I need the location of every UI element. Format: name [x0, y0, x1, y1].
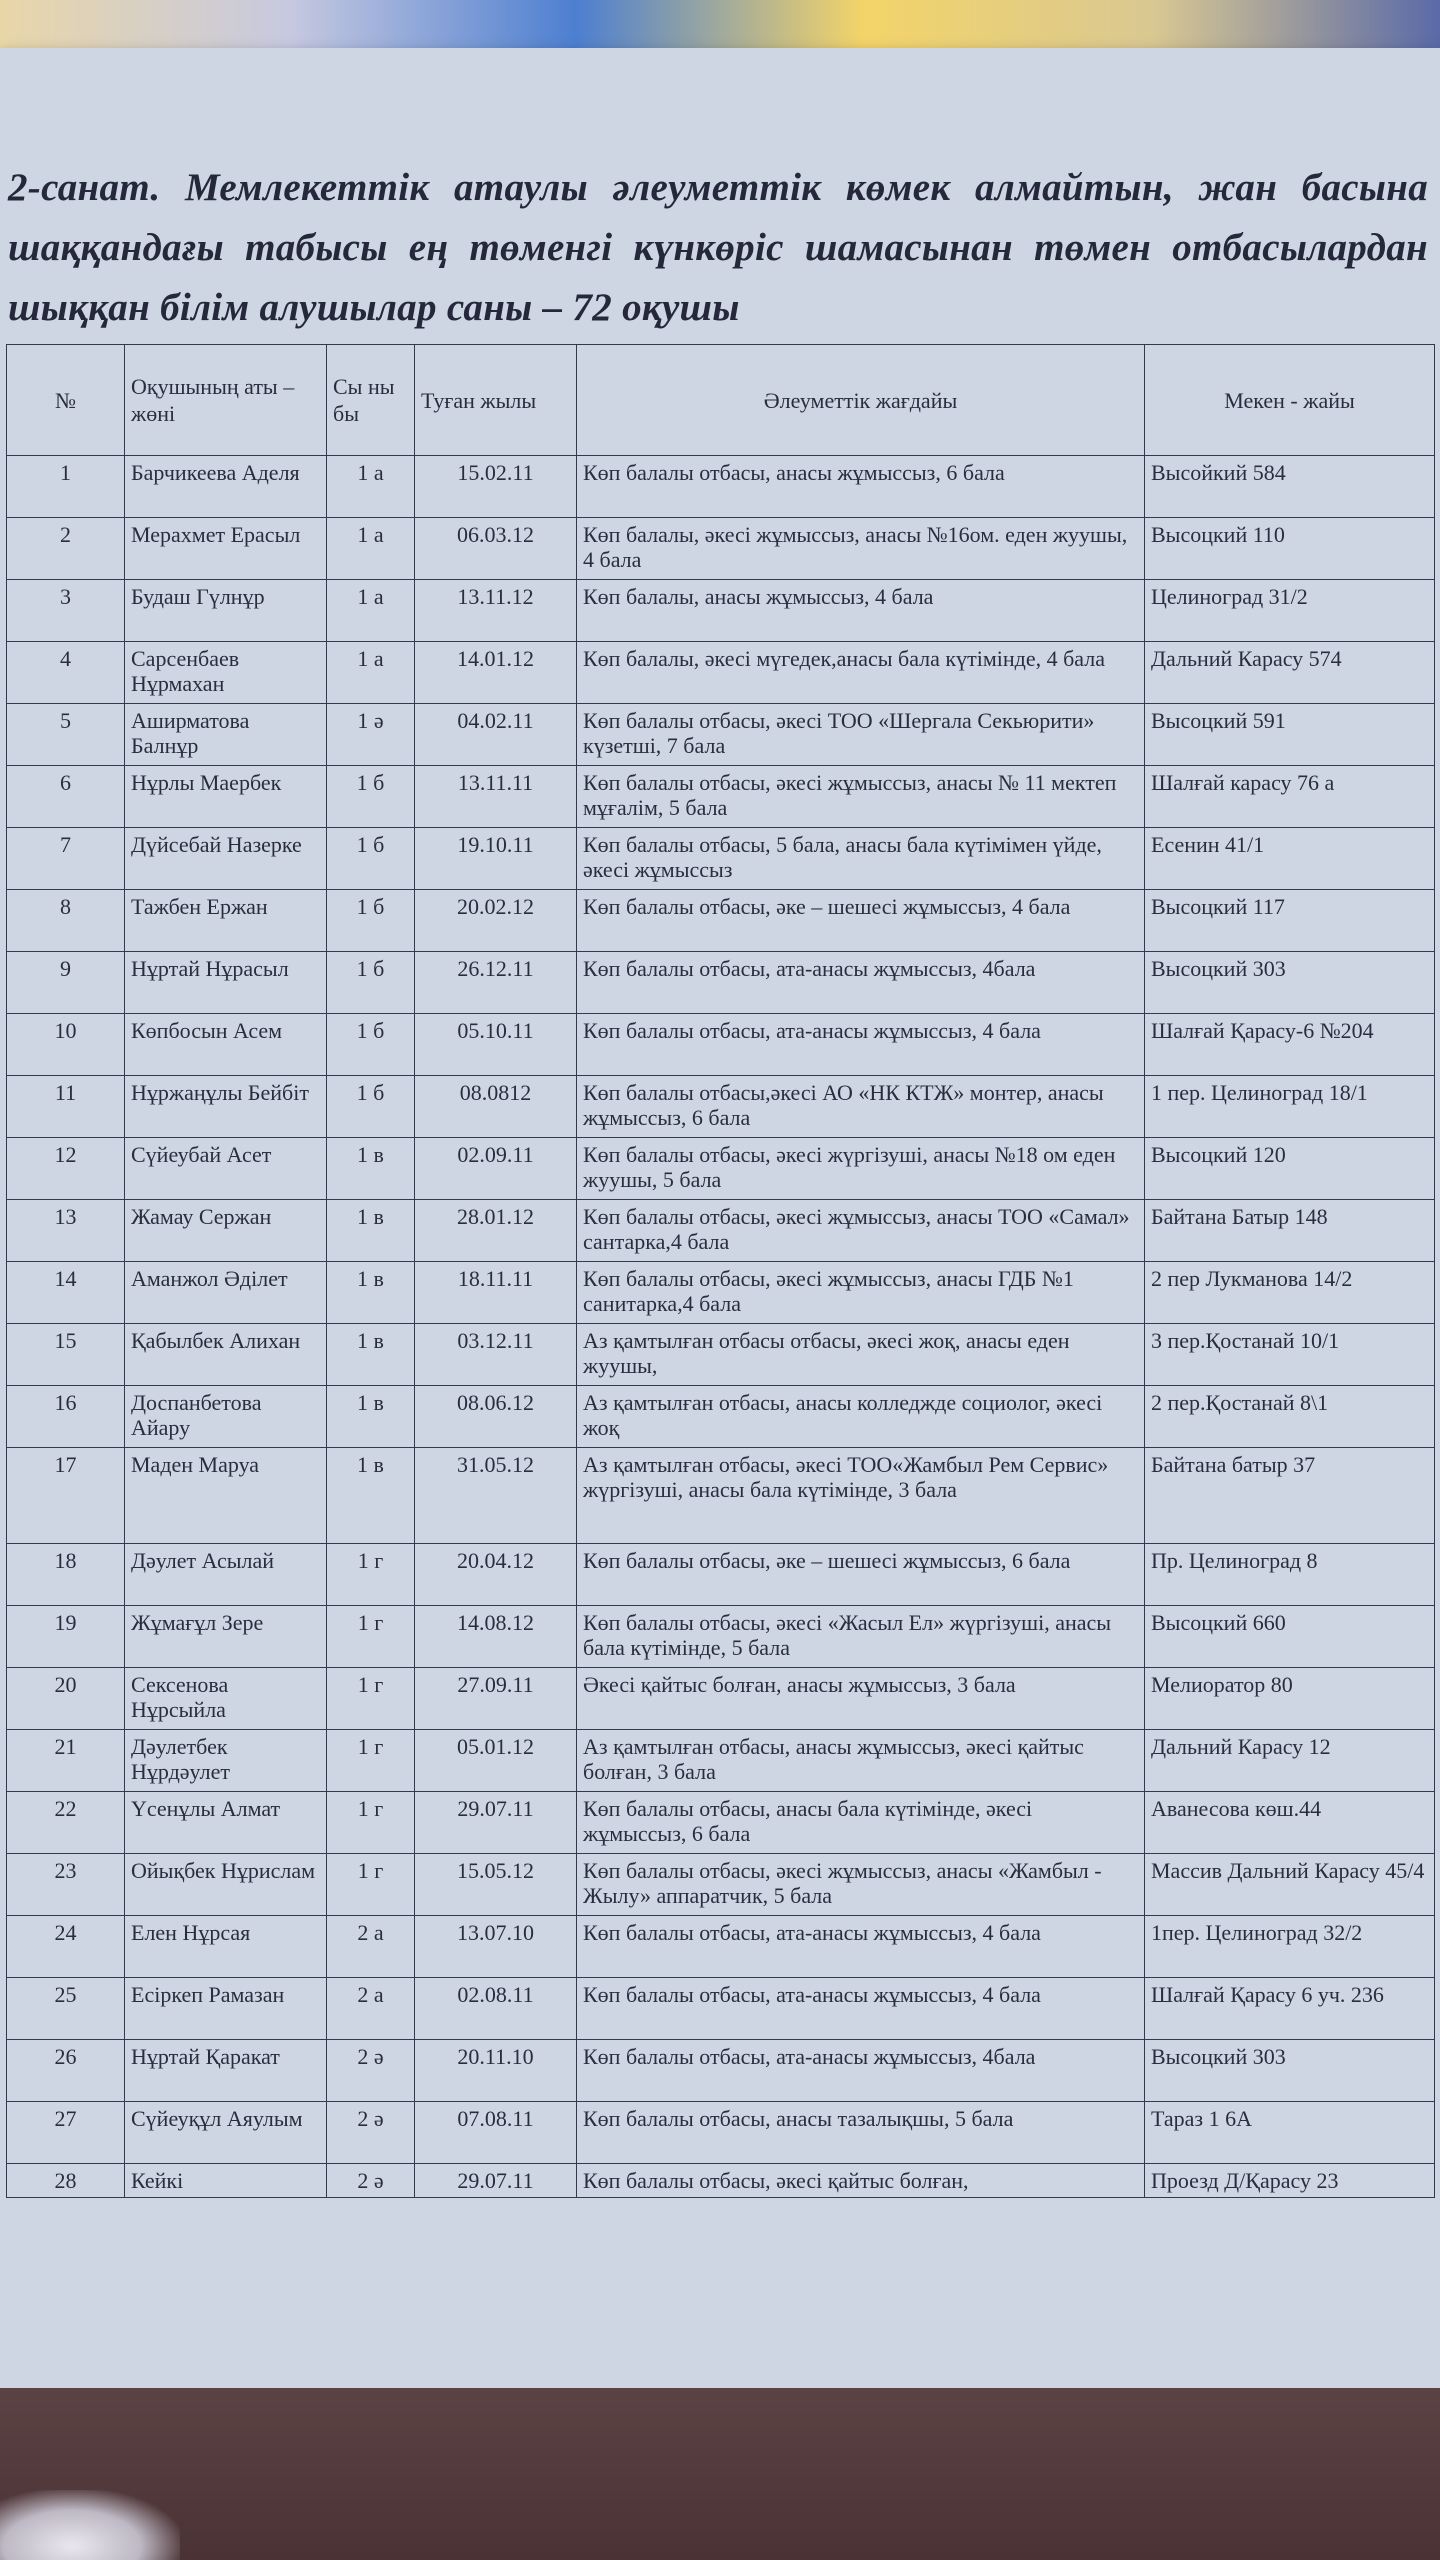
table-row [7, 2164, 1435, 2198]
social-status: Әкесі қайтыс болған, анасы жұмыссыз, 3 бала [577, 1668, 1145, 1730]
fur-object [0, 2490, 180, 2560]
student-name: Сарсенбаев Нұрмахан [125, 642, 327, 704]
social-status: Көп балалы отбасы, әкесі жұмыссыз, анасы ТОО «Самал» сантарка,4 бала [577, 1200, 1145, 1262]
table-row [7, 1200, 1435, 1262]
address: Шалғай карасу 76 а [1145, 766, 1435, 828]
background-carpet [0, 2388, 1440, 2560]
student-name: Дәулетбек Нұрдәулет [125, 1730, 327, 1792]
birth-date: 26.12.11 [415, 952, 577, 1014]
social-status: Көп балалы отбасы, әке – шешесі жұмыссыз, 4 бала [577, 890, 1145, 952]
student-class: 1 в [327, 1324, 415, 1386]
table-row [7, 704, 1435, 766]
table-row [7, 1730, 1435, 1792]
student-class: 2 ә [327, 2102, 415, 2164]
table-row [7, 1014, 1435, 1076]
table-row [7, 1386, 1435, 1448]
row-number: 22 [7, 1792, 125, 1854]
row-number: 21 [7, 1730, 125, 1792]
table-row [7, 1916, 1435, 1978]
social-status: Көп балалы отбасы, ата-анасы жұмыссыз, 4 бала [577, 1014, 1145, 1076]
student-class: 1 в [327, 1262, 415, 1324]
student-name: Нұржаңұлы Бейбіт [125, 1076, 327, 1138]
student-name: Үсенұлы Алмат [125, 1792, 327, 1854]
social-status: Көп балалы, анасы жұмыссыз, 4 бала [577, 580, 1145, 642]
birth-date: 05.10.11 [415, 1014, 577, 1076]
table-row [7, 2040, 1435, 2102]
social-status: Көп балалы отбасы,әкесі АО «НК КТЖ» монтер, анасы жұмыссыз, 6 бала [577, 1076, 1145, 1138]
row-number: 8 [7, 890, 125, 952]
social-status: Көп балалы отбасы, әкесі «Жасыл Ел» жүргізуші, анасы бала күтімінде, 5 бала [577, 1606, 1145, 1668]
row-number: 7 [7, 828, 125, 890]
table-row [7, 890, 1435, 952]
birth-date: 15.02.11 [415, 456, 577, 518]
table-row [7, 828, 1435, 890]
birth-date: 13.07.10 [415, 1916, 577, 1978]
row-number: 9 [7, 952, 125, 1014]
document-heading: 2-санат. Мемлекеттік атаулы әлеуметтік көмек алмайтын, жан басына шаққандағы табысы ең төменгі күнкөріс шамасынан төмен отбасылардан шыққан білім алушылар саны – 72 оқушы [8, 166, 1428, 329]
student-class: 2 а [327, 1978, 415, 2040]
student-name: Доспанбетова Айару [125, 1386, 327, 1448]
birth-date: 29.07.11 [415, 2164, 577, 2198]
student-class: 1 б [327, 1014, 415, 1076]
student-class: 1 г [327, 1668, 415, 1730]
birth-date: 04.02.11 [415, 704, 577, 766]
row-number: 2 [7, 518, 125, 580]
address: 2 пер.Қостанай 8\1 [1145, 1386, 1435, 1448]
social-status: Аз қамтылған отбасы отбасы, әкесі жоқ, анасы еден жуушы, [577, 1324, 1145, 1386]
address: Байтана Батыр 148 [1145, 1200, 1435, 1262]
header-name: Оқушының аты – жөні [125, 345, 327, 456]
row-number: 25 [7, 1978, 125, 2040]
student-class: 1 г [327, 1730, 415, 1792]
birth-date: 29.07.11 [415, 1792, 577, 1854]
table-row [7, 518, 1435, 580]
address: Дальний Карасу 574 [1145, 642, 1435, 704]
student-name: Сексенова Нұрсыйла [125, 1668, 327, 1730]
address: Высоцкий 117 [1145, 890, 1435, 952]
row-number: 27 [7, 2102, 125, 2164]
birth-date: 28.01.12 [415, 1200, 577, 1262]
student-class: 1 г [327, 1792, 415, 1854]
table-row [7, 1138, 1435, 1200]
address: Пр. Целиноград 8 [1145, 1544, 1435, 1606]
student-class: 1 г [327, 1544, 415, 1606]
social-status: Көп балалы отбасы, әкесі ТОО «Шергала Секьюрити» күзетші, 7 бала [577, 704, 1145, 766]
student-class: 1 а [327, 456, 415, 518]
social-status: Көп балалы отбасы, ата-анасы жұмыссыз, 4 бала [577, 1916, 1145, 1978]
birth-date: 20.11.10 [415, 2040, 577, 2102]
birth-date: 08.0812 [415, 1076, 577, 1138]
address: 1пер. Целиноград 32/2 [1145, 1916, 1435, 1978]
student-class: 2 ә [327, 2164, 415, 2198]
birth-date: 18.11.11 [415, 1262, 577, 1324]
table-row [7, 1544, 1435, 1606]
address: Байтана батыр 37 [1145, 1448, 1435, 1544]
row-number: 3 [7, 580, 125, 642]
table-body [7, 456, 1435, 2198]
social-status: Көп балалы отбасы, ата-анасы жұмыссыз, 4 бала [577, 1978, 1145, 2040]
student-class: 1 б [327, 1076, 415, 1138]
student-name: Көпбосын Асем [125, 1014, 327, 1076]
social-status: Көп балалы отбасы, әке – шешесі жұмыссыз, 6 бала [577, 1544, 1145, 1606]
birth-date: 02.09.11 [415, 1138, 577, 1200]
table-row [7, 1854, 1435, 1916]
student-class: 1 в [327, 1386, 415, 1448]
social-status: Көп балалы отбасы, ата-анасы жұмыссыз, 4бала [577, 952, 1145, 1014]
student-class: 1 б [327, 952, 415, 1014]
student-name: Сүйеубай Асет [125, 1138, 327, 1200]
birth-date: 08.06.12 [415, 1386, 577, 1448]
social-status: Көп балалы отбасы, 5 бала, анасы бала күтімімен үйде, әкесі жұмыссыз [577, 828, 1145, 890]
table-header-row [7, 345, 1435, 456]
header-social-status: Әлеуметтік жағдайы [577, 345, 1145, 456]
student-class: 1 г [327, 1854, 415, 1916]
student-name: Аширматова Балнұр [125, 704, 327, 766]
student-name: Жамау Сержан [125, 1200, 327, 1262]
social-status: Көп балалы отбасы, әкесі жұмыссыз, анасы ГДБ №1 санитарка,4 бала [577, 1262, 1145, 1324]
row-number: 4 [7, 642, 125, 704]
row-number: 26 [7, 2040, 125, 2102]
social-status: Аз қамтылған отбасы, әкесі ТОО«Жамбыл Рем Сервис» жүргізуші, анасы бала күтімінде, 3 бала [577, 1448, 1145, 1544]
birth-date: 06.03.12 [415, 518, 577, 580]
header-address: Мекен - жайы [1145, 345, 1435, 456]
table-row [7, 456, 1435, 518]
address: Проезд Д/Қарасу 23 [1145, 2164, 1435, 2198]
social-status: Көп балалы отбасы, анасы тазалықшы, 5 бала [577, 2102, 1145, 2164]
row-number: 28 [7, 2164, 125, 2198]
student-name: Мерахмет Ерасыл [125, 518, 327, 580]
student-class: 1 г [327, 1606, 415, 1668]
row-number: 23 [7, 1854, 125, 1916]
address: Тараз 1 6А [1145, 2102, 1435, 2164]
social-status: Көп балалы, әкесі мүгедек,анасы бала күтімінде, 4 бала [577, 642, 1145, 704]
table-row [7, 1606, 1435, 1668]
student-name: Сүйеуқұл Аяулым [125, 2102, 327, 2164]
row-number: 14 [7, 1262, 125, 1324]
birth-date: 31.05.12 [415, 1448, 577, 1544]
address: Массив Дальний Карасу 45/4 [1145, 1854, 1435, 1916]
birth-date: 05.01.12 [415, 1730, 577, 1792]
table-row [7, 766, 1435, 828]
row-number: 19 [7, 1606, 125, 1668]
student-name: Қабылбек Алихан [125, 1324, 327, 1386]
table-row [7, 580, 1435, 642]
address: 3 пер.Қостанай 10/1 [1145, 1324, 1435, 1386]
birth-date: 19.10.11 [415, 828, 577, 890]
address: Есенин 41/1 [1145, 828, 1435, 890]
address: Высоцкий 120 [1145, 1138, 1435, 1200]
address: Целиноград 31/2 [1145, 580, 1435, 642]
student-class: 1 в [327, 1448, 415, 1544]
table-row [7, 1262, 1435, 1324]
student-name: Елен Нұрсая [125, 1916, 327, 1978]
table-row [7, 1792, 1435, 1854]
student-class: 1 а [327, 642, 415, 704]
social-status: Көп балалы отбасы, әкесі қайтыс болған, [577, 2164, 1145, 2198]
student-name: Аманжол Әділет [125, 1262, 327, 1324]
student-name: Ойықбек Нұрислам [125, 1854, 327, 1916]
birth-date: 20.02.12 [415, 890, 577, 952]
row-number: 18 [7, 1544, 125, 1606]
student-class: 1 а [327, 580, 415, 642]
table-row [7, 642, 1435, 704]
birth-date: 27.09.11 [415, 1668, 577, 1730]
student-class: 1 в [327, 1138, 415, 1200]
address: Высойкий 584 [1145, 456, 1435, 518]
table-row [7, 2102, 1435, 2164]
address: Высоцкий 303 [1145, 952, 1435, 1014]
table-row [7, 1324, 1435, 1386]
student-name: Нұртай Қаракат [125, 2040, 327, 2102]
address: Мелиоратор 80 [1145, 1668, 1435, 1730]
address: Шалғай Қарасу-6 №204 [1145, 1014, 1435, 1076]
table-row [7, 1448, 1435, 1544]
address: Шалғай Қарасу 6 уч. 236 [1145, 1978, 1435, 2040]
row-number: 5 [7, 704, 125, 766]
student-class: 1 а [327, 518, 415, 580]
student-class: 1 ә [327, 704, 415, 766]
header-class: Сы ны бы [327, 345, 415, 456]
social-status: Аз қамтылған отбасы, анасы жұмыссыз, әкесі қайтыс болған, 3 бала [577, 1730, 1145, 1792]
student-name: Есіркеп Рамазан [125, 1978, 327, 2040]
table-row [7, 952, 1435, 1014]
student-name: Мaден Маруа [125, 1448, 327, 1544]
address: Аванесова көш.44 [1145, 1792, 1435, 1854]
student-name: Кейкі [125, 2164, 327, 2198]
student-class: 2 а [327, 1916, 415, 1978]
student-name: Барчикеева Аделя [125, 456, 327, 518]
social-status: Көп балалы отбасы, анасы бала күтімінде, әкесі жұмыссыз, 6 бала [577, 1792, 1145, 1854]
social-status: Көп балалы отбасы, әкесі жұмыссыз, анасы «Жамбыл - Жылу» аппаратчик, 5 бала [577, 1854, 1145, 1916]
table-row [7, 1978, 1435, 2040]
row-number: 11 [7, 1076, 125, 1138]
row-number: 13 [7, 1200, 125, 1262]
birth-date: 13.11.12 [415, 580, 577, 642]
row-number: 17 [7, 1448, 125, 1544]
birth-date: 02.08.11 [415, 1978, 577, 2040]
student-class: 2 ә [327, 2040, 415, 2102]
student-name: Тажбен Ержан [125, 890, 327, 952]
students-table [6, 344, 1435, 2198]
address: 2 пер Лукманова 14/2 [1145, 1262, 1435, 1324]
row-number: 24 [7, 1916, 125, 1978]
table-row [7, 1076, 1435, 1138]
header-number: № [7, 345, 125, 456]
address: Высоцкий 660 [1145, 1606, 1435, 1668]
student-name: Нұрлы Маербек [125, 766, 327, 828]
birth-date: 13.11.11 [415, 766, 577, 828]
address: Высоцкий 110 [1145, 518, 1435, 580]
table-row [7, 1668, 1435, 1730]
birth-date: 14.08.12 [415, 1606, 577, 1668]
student-name: Жұмағұл Зере [125, 1606, 327, 1668]
student-class: 1 б [327, 828, 415, 890]
student-class: 1 б [327, 766, 415, 828]
birth-date: 15.05.12 [415, 1854, 577, 1916]
row-number: 16 [7, 1386, 125, 1448]
student-class: 1 б [327, 890, 415, 952]
student-name: Нұртай Нұрасыл [125, 952, 327, 1014]
social-status: Көп балалы отбасы, әкесі жұмыссыз, анасы № 11 мектеп мұғалім, 5 бала [577, 766, 1145, 828]
social-status: Көп балалы отбасы, әкесі жүргізуші, анасы №18 ом еден жуушы, 5 бала [577, 1138, 1145, 1200]
birth-date: 20.04.12 [415, 1544, 577, 1606]
social-status: Аз қамтылған отбасы, анасы колледжде социолог, әкесі жоқ [577, 1386, 1145, 1448]
address: Дальний Карасу 12 [1145, 1730, 1435, 1792]
address: Высоцкий 591 [1145, 704, 1435, 766]
social-status: Көп балалы отбасы, ата-анасы жұмыссыз, 4бала [577, 2040, 1145, 2102]
row-number: 1 [7, 456, 125, 518]
birth-date: 14.01.12 [415, 642, 577, 704]
student-name: Дәулет Асылай [125, 1544, 327, 1606]
student-class: 1 в [327, 1200, 415, 1262]
birth-date: 07.08.11 [415, 2102, 577, 2164]
birth-date: 03.12.11 [415, 1324, 577, 1386]
row-number: 12 [7, 1138, 125, 1200]
header-birth-year: Туған жылы [415, 345, 577, 456]
row-number: 10 [7, 1014, 125, 1076]
row-number: 20 [7, 1668, 125, 1730]
address: 1 пер. Целиноград 18/1 [1145, 1076, 1435, 1138]
student-name: Дүйсебай Назерке [125, 828, 327, 890]
row-number: 15 [7, 1324, 125, 1386]
address: Высоцкий 303 [1145, 2040, 1435, 2102]
student-name: Будаш Гүлнұр [125, 580, 327, 642]
social-status: Көп балалы отбасы, анасы жұмыссыз, 6 бала [577, 456, 1145, 518]
row-number: 6 [7, 766, 125, 828]
social-status: Көп балалы, әкесі жұмыссыз, анасы №16ом. еден жуушы, 4 бала [577, 518, 1145, 580]
